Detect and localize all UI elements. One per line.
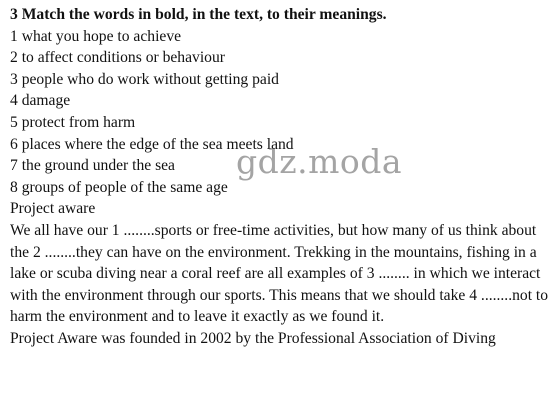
article-paragraph: Project Aware was founded in 2002 by the Professional Association of Diving	[10, 329, 496, 347]
meaning-item: 3 people who do work without getting paid	[10, 70, 279, 88]
article-paragraph: We all have our 1 ........sports or free-time activities, but how many of us think about the 2 ........they can have on the environment. Trekking in the mountains, fishing in a lake or scuba diving near a coral reef are all examples of 3 ........ in which we interact with the environment through our sports. This means that we should take 4 ........not to harm the environment and to leave it exactly as we found it.	[10, 221, 549, 326]
meaning-item: 1 what you hope to achieve	[10, 27, 182, 45]
watermark-logo: gdz.moda	[236, 142, 403, 181]
meaning-item: 4 damage	[10, 92, 71, 110]
meaning-item: 5 protect from harm	[10, 113, 136, 131]
exercise-title: 3 Match the words in bold, in the text, to their meanings.	[10, 6, 387, 23]
meaning-item: 2 to affect conditions or behaviour	[10, 49, 225, 67]
article-title: Project aware	[10, 200, 96, 218]
meaning-item: 7 the ground under the sea	[10, 157, 175, 175]
meaning-item: 6 places where the edge of the sea meets land	[10, 135, 294, 153]
meaning-item: 8 groups of people of the same age	[10, 178, 228, 196]
